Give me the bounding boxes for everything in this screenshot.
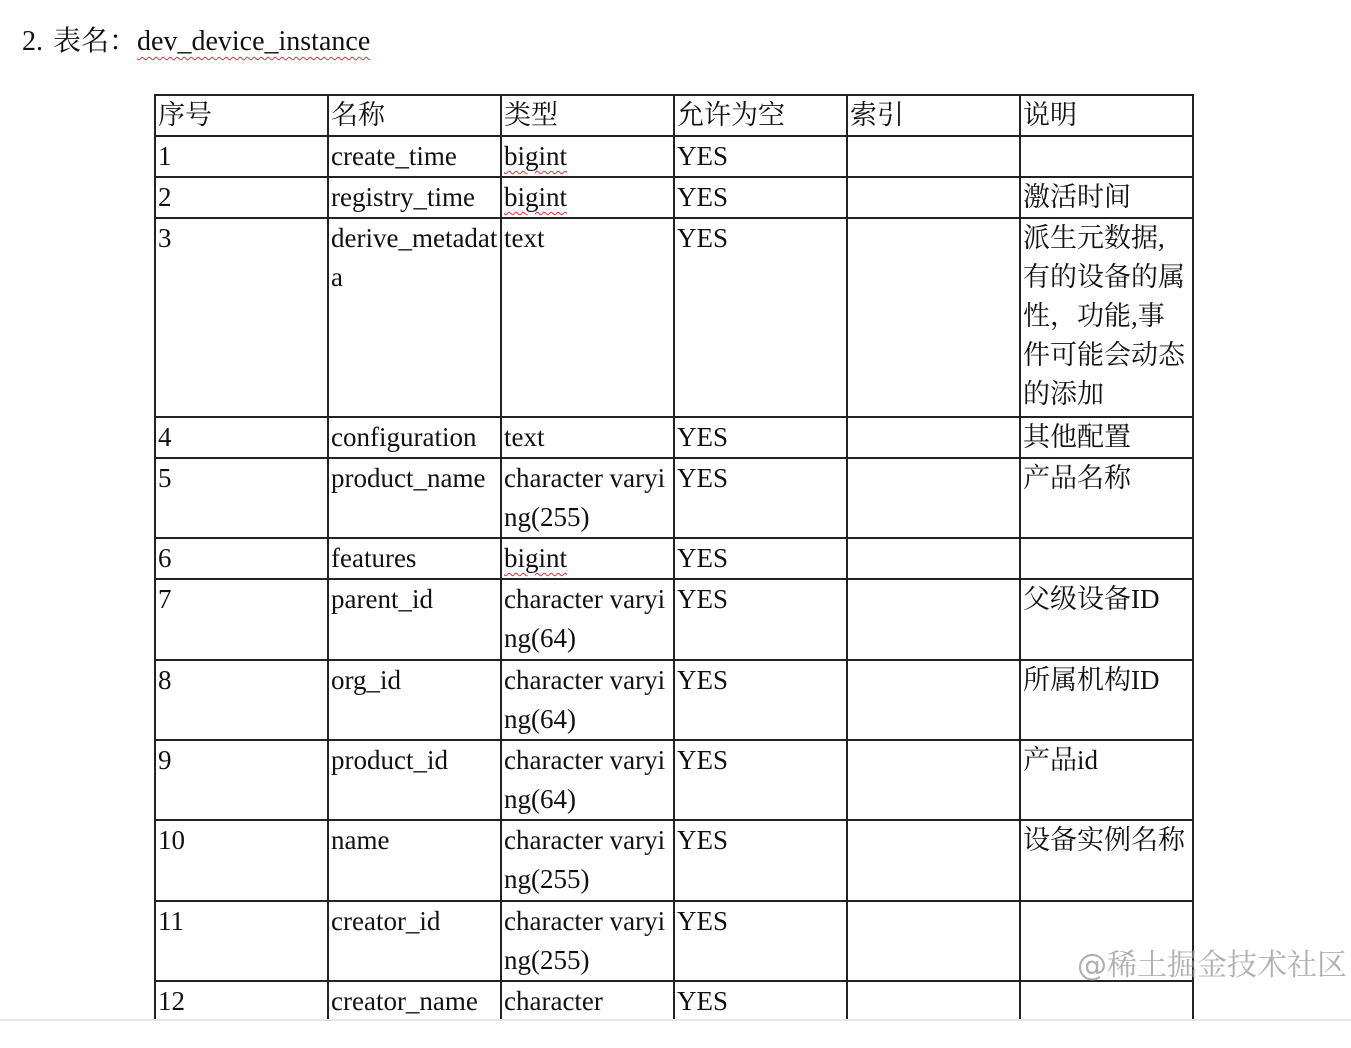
cell-index-key [847,218,1020,417]
cell-type: bigint [501,538,674,579]
cell-description [1020,981,1193,1020]
cell-nullable: YES [674,660,847,740]
cell-index: 6 [155,538,328,579]
heading-label: 表名： [53,26,138,57]
cell-nullable: YES [674,901,847,981]
table-header-row [155,95,1193,136]
cell-type: character varying(255) [501,458,674,538]
cell-type: character varying(255) [501,901,674,981]
cell-index: 11 [155,901,328,981]
header-cell-index-key: 索引 [847,95,1020,136]
cell-name: derive_metadata [328,218,501,417]
cell-nullable: YES [674,820,847,901]
table-row [155,538,1193,579]
cell-description: 设备实例名称 [1020,820,1193,901]
table-row [155,218,1193,417]
cell-name: parent_id [328,579,501,660]
cell-index: 5 [155,458,328,538]
cell-nullable: YES [674,981,847,1020]
cell-index-key [847,981,1020,1020]
cell-index: 10 [155,820,328,901]
cell-index-key [847,136,1020,177]
cell-index-key [847,901,1020,981]
schema-table-container [154,94,1194,1020]
cell-description [1020,538,1193,579]
cell-nullable: YES [674,136,847,177]
cell-description: 其他配置 [1020,417,1193,458]
cell-index: 8 [155,660,328,740]
cell-type: character varying(64) [501,740,674,820]
cell-index-key [847,538,1020,579]
cell-nullable: YES [674,538,847,579]
cell-index: 1 [155,136,328,177]
cell-name: features [328,538,501,579]
cell-name: create_time [328,136,501,177]
cell-nullable: YES [674,177,847,218]
cell-description [1020,136,1193,177]
table-name: dev_device_instance [137,26,371,57]
cell-type: character [501,981,674,1020]
cell-index-key [847,820,1020,901]
cell-index: 12 [155,981,328,1020]
header-cell-name: 名称 [328,95,501,136]
cell-index: 3 [155,218,328,417]
cell-index: 2 [155,177,328,218]
cell-index-key [847,579,1020,660]
cell-nullable: YES [674,579,847,660]
cell-type: character varying(255) [501,820,674,901]
header-cell-nullable: 允许为空 [674,95,847,136]
table-row [155,820,1193,901]
cell-name: product_name [328,458,501,538]
cell-index-key [847,417,1020,458]
cell-type: bigint [501,136,674,177]
header-cell-description: 说明 [1020,95,1193,136]
table-row [155,740,1193,820]
header-cell-index: 序号 [155,95,328,136]
cell-description: 派生元数据,有的设备的属性，功能,事件可能会动态的添加 [1020,218,1193,417]
schema-table [154,94,1194,1020]
cell-index-key [847,458,1020,538]
cell-description: 所属机构ID [1020,660,1193,740]
cell-index: 7 [155,579,328,660]
cell-name: product_id [328,740,501,820]
watermark: @稀土掘金技术社区 [1077,948,1347,983]
cell-nullable: YES [674,458,847,538]
cell-type: character varying(64) [501,579,674,660]
cell-name: configuration [328,417,501,458]
table-row [155,417,1193,458]
cell-type: text [501,417,674,458]
cell-type: character varying(64) [501,660,674,740]
page-bottom-divider [0,1019,1351,1021]
cell-type: bigint [501,177,674,218]
cell-name: creator_name [328,981,501,1020]
table-row [155,136,1193,177]
cell-description: 激活时间 [1020,177,1193,218]
table-heading [22,22,370,62]
table-row [155,901,1193,981]
cell-nullable: YES [674,740,847,820]
cell-name: name [328,820,501,901]
table-row [155,660,1193,740]
cell-description: 父级设备ID [1020,579,1193,660]
cell-index-key [847,177,1020,218]
cell-name: org_id [328,660,501,740]
cell-index: 4 [155,417,328,458]
cell-nullable: YES [674,417,847,458]
cell-description: 产品id [1020,740,1193,820]
heading-number: 2. [22,26,43,57]
cell-nullable: YES [674,218,847,417]
table-row [155,177,1193,218]
table-row [155,458,1193,538]
cell-name: registry_time [328,177,501,218]
cell-index-key [847,660,1020,740]
header-cell-type: 类型 [501,95,674,136]
table-row [155,981,1193,1020]
cell-description: 产品名称 [1020,458,1193,538]
cell-type: text [501,218,674,417]
cell-name: creator_id [328,901,501,981]
table-row [155,579,1193,660]
cell-index-key [847,740,1020,820]
cell-index: 9 [155,740,328,820]
